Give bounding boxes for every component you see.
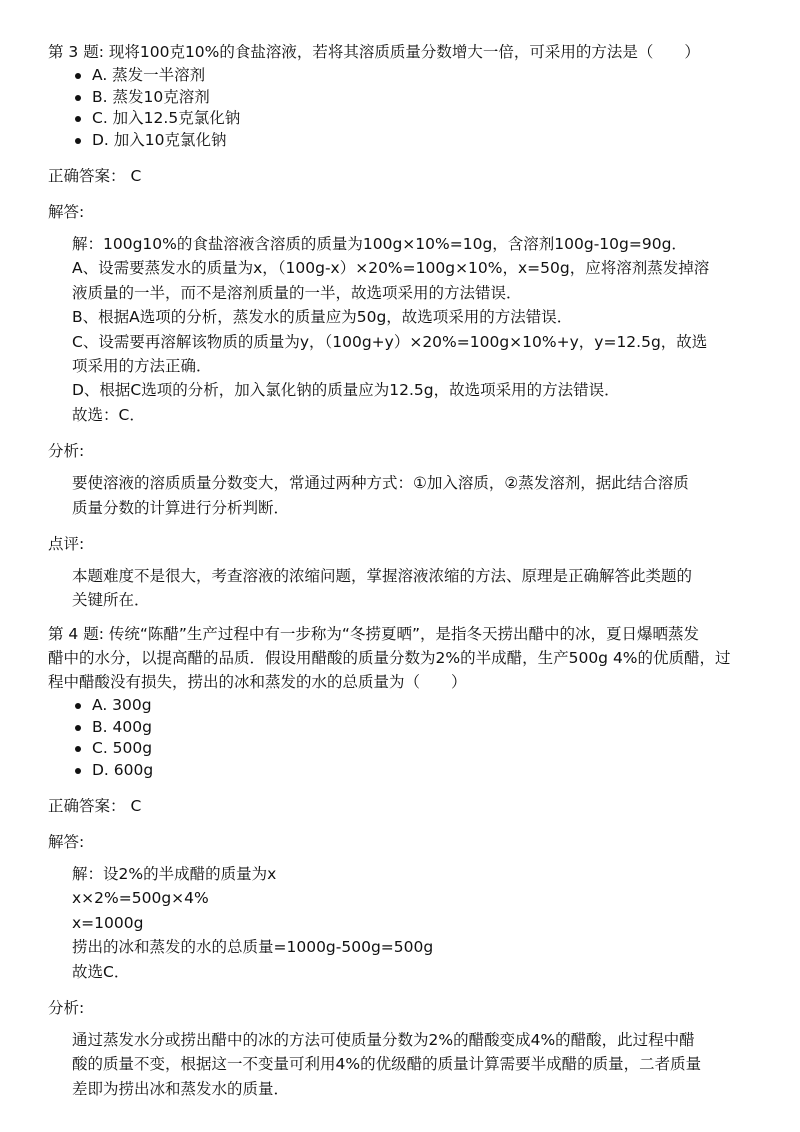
solution-line: B、根据A选项的分析，蒸发水的质量应为50g，故选项采用的方法错误． xyxy=(72,308,573,327)
solution-line: x=1000g xyxy=(72,913,144,932)
answer-value: C xyxy=(130,797,142,815)
answer-value: C xyxy=(130,167,142,185)
solution-line: D、根据C选项的分析，加入氯化钠的质量应为12.5g，故选项采用的方法错误． xyxy=(72,381,620,400)
option-list xyxy=(48,65,768,151)
option-list xyxy=(48,695,768,781)
analysis-line: 差即为捞出冰和蒸发水的质量． xyxy=(72,1079,290,1098)
analysis-line: 要使溶液的溶质质量分数变大，常通过两种方式：①加入溶质，②蒸发溶剂，据此结合溶质 xyxy=(72,474,689,493)
answer-row xyxy=(48,794,768,818)
analysis-label: 分析: xyxy=(48,442,85,461)
option-a: A. 蒸发一半溶剂 xyxy=(48,65,768,87)
question-title-line: 第 4 题: 传统“陈醋”生产过程中有一步称为“冬捞夏晒”，是指冬天捞出醋中的冰，夏日爆晒蒸发 xyxy=(48,625,699,643)
solution-body xyxy=(48,862,768,984)
solution-line: C、设需要再溶解该物质的质量为y，（100g+y）×20%=100g×10%+y，y=12.5g，故选 xyxy=(72,332,708,351)
solution-line: 故选C． xyxy=(72,962,130,981)
analysis-label: 分析: xyxy=(48,999,85,1018)
option-a: A. 300g xyxy=(48,695,768,717)
option-d: D. 加入10克氯化钠 xyxy=(48,130,768,152)
question-title-line: 醋中的水分，以提高醋的品质．假设用醋酸的质量分数为2%的半成醋，生产500g 4%的优质醋，过 xyxy=(48,649,731,667)
analysis-line: 质量分数的计算进行分析判断． xyxy=(72,498,290,517)
option-b: B. 400g xyxy=(48,717,768,739)
solution-label: 解答: xyxy=(48,833,85,851)
solution-line: 项采用的方法正确． xyxy=(72,357,212,376)
answer-row xyxy=(48,164,768,188)
analysis-body xyxy=(48,1028,768,1101)
question-4 xyxy=(48,622,768,1101)
analysis-body xyxy=(48,471,768,520)
option-b: B. 蒸发10克溶剂 xyxy=(48,87,768,109)
analysis-line: 通过蒸发水分或捞出醋中的冰的方法可使质量分数为2%的醋酸变成4%的醋酸，此过程中醋 xyxy=(72,1031,695,1050)
analysis-line: 酸的质量不变，根据这一不变量可利用4%的优级醋的质量计算需要半成醋的质量，二者质量 xyxy=(72,1055,702,1074)
question-title-line: 程中醋酸没有损失，捞出的冰和蒸发的水的总质量为（ ） xyxy=(48,673,467,691)
question-title: 第 3 题: 现将100克10%的食盐溶液，若将其溶质质量分数增大一倍，可采用的方法是（ ） xyxy=(48,43,700,61)
option-c: C. 加入12.5克氯化钠 xyxy=(48,108,768,130)
solution-line: x×2%=500g×4% xyxy=(72,889,209,908)
solution-line: A、设需要蒸发水的质量为x，（100g-x）×20%=100g×10%，x=50g，应将溶剂蒸发掉溶 xyxy=(72,259,710,278)
comment-body xyxy=(48,564,768,613)
comment-line: 本题难度不是很大，考查溶液的浓缩问题，掌握溶液浓缩的方法、原理是正确解答此类题的 xyxy=(72,567,693,586)
answer-label: 正确答案： xyxy=(48,167,126,185)
question-title xyxy=(48,622,768,694)
answer-label: 正确答案： xyxy=(48,797,126,815)
question-3 xyxy=(48,40,768,613)
option-c: C. 500g xyxy=(48,738,768,760)
comment-line: 关键所在． xyxy=(72,591,150,610)
option-d: D. 600g xyxy=(48,760,768,782)
solution-line: 解：设2%的半成醋的质量为x xyxy=(72,865,277,883)
solution-body xyxy=(48,232,768,427)
solution-line: 捞出的冰和蒸发的水的总质量=1000g-500g=500g xyxy=(72,938,434,957)
solution-line: 液质量的一半，而不是溶剂质量的一半，故选项采用的方法错误． xyxy=(72,283,522,302)
comment-label: 点评: xyxy=(48,535,85,554)
solution-line: 故选：C． xyxy=(72,405,145,424)
solution-line: 解：100g10%的食盐溶液含溶质的质量为100g×10%=10g，含溶剂100g-10g=90g． xyxy=(72,235,687,253)
solution-label: 解答: xyxy=(48,203,85,221)
